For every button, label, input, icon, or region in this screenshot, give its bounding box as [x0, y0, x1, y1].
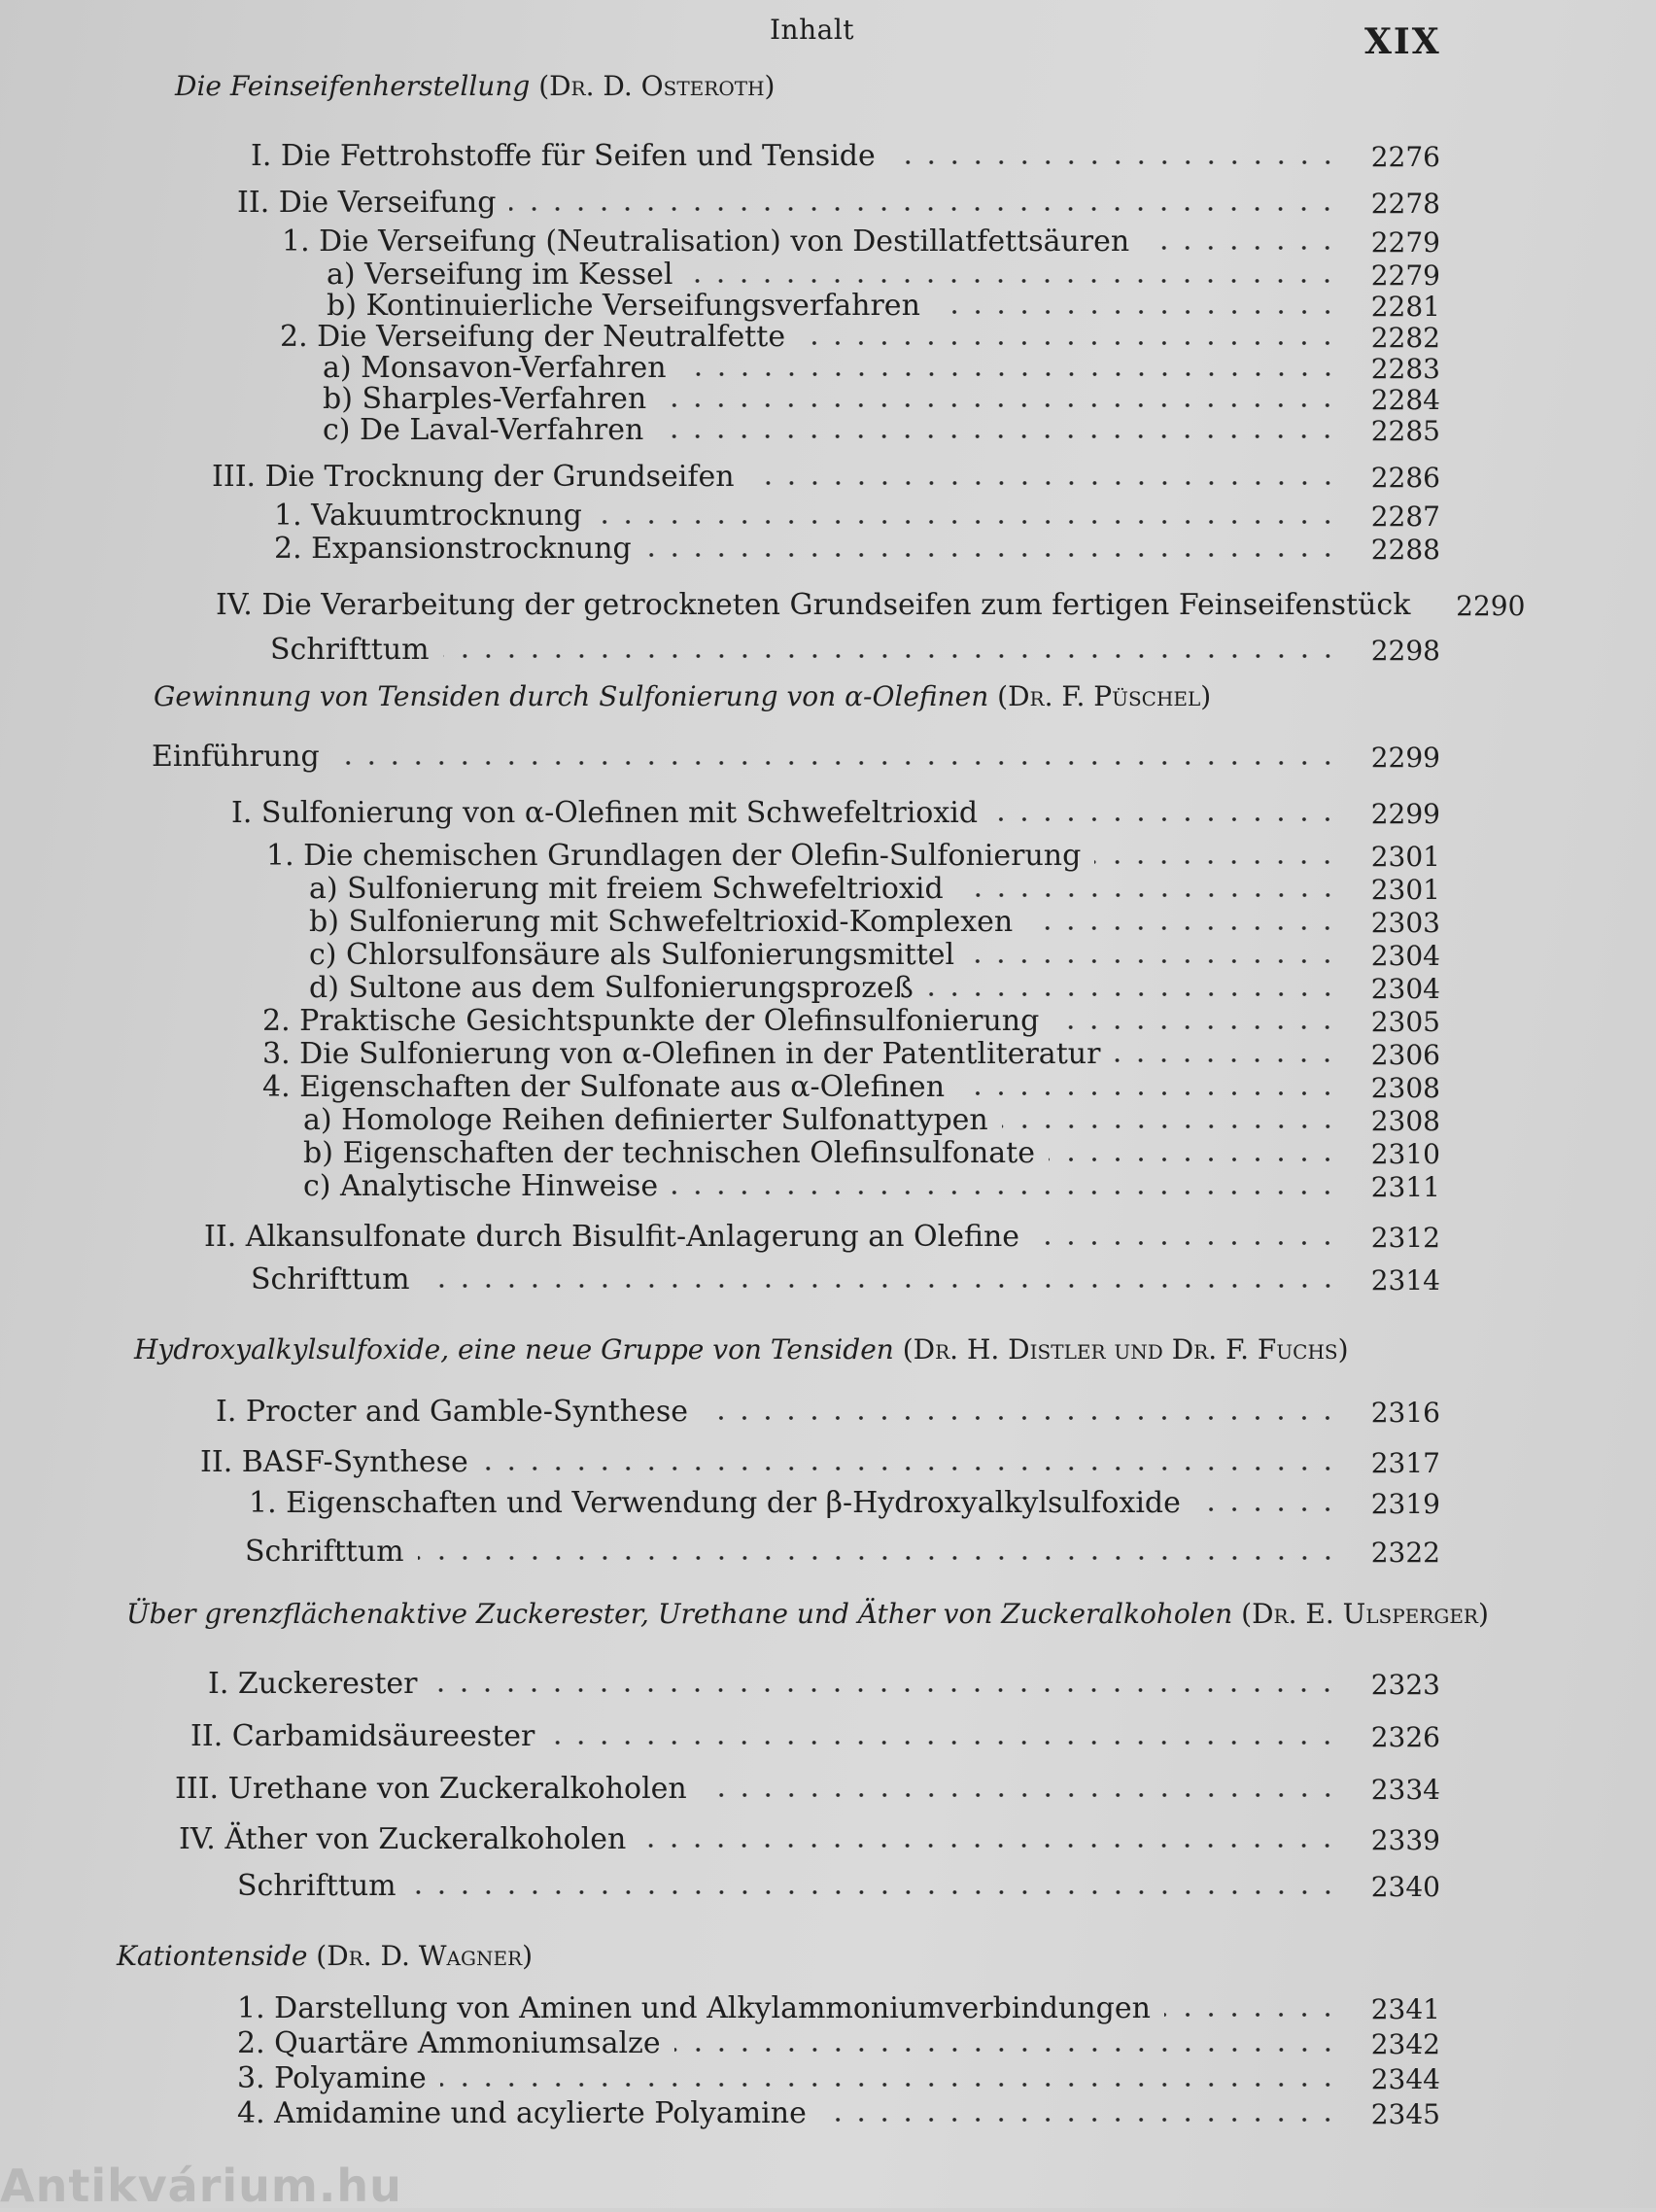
entry-label: 4. Eigenschaften der Sulfonate aus α-Olefinen [262, 1070, 946, 1104]
entry-page: 2279 [1370, 259, 1440, 292]
entry-page: 2282 [1370, 322, 1440, 354]
entry-page: 2286 [1370, 462, 1440, 494]
entry-page: 2303 [1370, 907, 1440, 939]
entry-label: a) Homologe Reihen definierter Sulfonattypen [303, 1103, 988, 1137]
toc-entry [204, 1221, 1440, 1254]
toc-entry [309, 972, 1440, 1005]
leader-dots [1194, 1504, 1339, 1514]
entry-page: 2316 [1370, 1397, 1440, 1429]
section-title [126, 1598, 1489, 1630]
entry-label: 1. Vakuumtrocknung [274, 499, 582, 533]
section-title [117, 1940, 533, 1972]
entry-label: c) Chlorsulfonsäure als Sulfonierungsmittel [309, 938, 955, 972]
entry-page: 2340 [1370, 1871, 1440, 1903]
section-title [154, 680, 1211, 712]
toc-entry [179, 1823, 1440, 1856]
watermark: Antikvárium.hu [0, 2160, 402, 2212]
toc-entry [323, 414, 1440, 447]
entry-page: 2278 [1370, 188, 1440, 220]
leader-dots [1052, 1022, 1339, 1032]
entry-label: d) Sultone aus dem Sulfonierungsprozeß [309, 971, 914, 1005]
section-title-italic: Hydroxyalkylsulfoxide, eine neue Gruppe von Tensiden [134, 1333, 894, 1365]
entry-page: 2314 [1370, 1264, 1440, 1296]
leader-dots [991, 814, 1339, 824]
entry-page: 2279 [1370, 226, 1440, 259]
entry-page: 2299 [1370, 798, 1440, 830]
leader-dots [1094, 857, 1339, 867]
entry-label: 2. Die Verseifung der Neutralfette [280, 320, 786, 354]
entry-page: 2308 [1370, 1072, 1440, 1104]
toc-entry [190, 1720, 1440, 1753]
entry-page: 2285 [1370, 415, 1440, 447]
entry-page: 2290 [1456, 590, 1526, 622]
entry-page: 2283 [1370, 353, 1440, 385]
entry-label: IV. Äther von Zuckeralkoholen [179, 1822, 627, 1856]
toc-entry [262, 1038, 1440, 1071]
entry-label: IV. Die Verarbeitung der getrockneten Grundseifen zum fertigen Feinseifenstück [216, 588, 1411, 622]
toc-entry [152, 741, 1440, 774]
page-number-roman: XIX [1364, 21, 1441, 62]
entry-label: II. Carbamidsäureester [190, 1719, 535, 1753]
leader-dots [333, 758, 1339, 768]
entry-label: 2. Quartäre Ammoniumsalze [237, 2026, 661, 2060]
toc-entry [327, 290, 1440, 323]
entry-label: b) Kontinuierliche Verseifungsverfahren [327, 289, 920, 323]
toc-entry [251, 1263, 1440, 1296]
entry-page: 2342 [1370, 2028, 1440, 2060]
leader-dots [431, 1685, 1339, 1695]
leader-dots [424, 1281, 1339, 1291]
section-authors: (Dr. H. Distler und Dr. F. Fuchs) [902, 1333, 1349, 1365]
entry-label: 2. Praktische Gesichtspunkte der Olefinsulfonierung [262, 1004, 1040, 1038]
toc-entry [327, 259, 1440, 292]
entry-label: II. Alkansulfonate durch Bisulfit-Anlagerung an Olefine [204, 1220, 1020, 1254]
entry-label: I. Procter and Gamble-Synthese [216, 1395, 689, 1429]
entry-page: 2319 [1370, 1488, 1440, 1520]
leader-dots [596, 517, 1339, 527]
leader-dots [672, 1188, 1339, 1197]
toc-entry [274, 500, 1440, 533]
leader-dots [1033, 1238, 1339, 1248]
leader-dots [482, 1464, 1339, 1473]
entry-page: 2311 [1370, 1171, 1440, 1203]
toc-entry [175, 1773, 1440, 1806]
entry-label: 4. Amidamine und acylierte Polyamine [237, 2096, 807, 2130]
entry-label: 1. Eigenschaften und Verwendung der β-Hydroxyalkylsulfoxide [249, 1486, 1181, 1520]
leader-dots [686, 276, 1339, 286]
section-title-italic: Die Feinseifenherstellung [175, 70, 531, 102]
entry-label: c) Analytische Hinweise [303, 1169, 659, 1203]
toc-entry [266, 840, 1440, 873]
entry-page: 2341 [1370, 1993, 1440, 2025]
leader-dots [660, 400, 1339, 410]
toc-entry [309, 873, 1440, 906]
section-authors: (Dr. F. Püschel) [997, 680, 1212, 712]
entry-label: 1. Darstellung von Aminen und Alkylammoniumverbindungen [237, 1991, 1151, 2025]
leader-dots [820, 2115, 1339, 2125]
leader-dots [1114, 1055, 1339, 1065]
section-title-italic: Gewinnung von Tensiden durch Sulfonierung von α-Olefinen [154, 680, 989, 712]
entry-page: 2281 [1370, 291, 1440, 323]
entry-label: Schrifttum [270, 633, 430, 667]
toc-entry [200, 1446, 1440, 1479]
entry-label: Schrifttum [237, 1869, 397, 1903]
entry-label: a) Verseifung im Kessel [327, 258, 673, 292]
entry-page: 2326 [1370, 1721, 1440, 1753]
entry-label: I. Sulfonierung von α-Olefinen mit Schwefeltrioxid [231, 796, 979, 830]
toc-entry [237, 2062, 1440, 2095]
leader-dots [958, 1089, 1339, 1098]
entry-label: a) Sulfonierung mit freiem Schwefeltrioxid [309, 872, 944, 906]
toc-entry [237, 2097, 1440, 2130]
running-header: Inhalt [770, 14, 855, 46]
toc-entry [262, 1005, 1440, 1038]
toc-entry [212, 461, 1440, 494]
leader-dots [934, 307, 1339, 317]
toc-entry [262, 1071, 1440, 1104]
entry-label: 3. Die Sulfonierung von α-Olefinen in der Patentliteratur [262, 1037, 1101, 1071]
leader-dots [1164, 2010, 1339, 2020]
entry-label: b) Eigenschaften der technischen Olefinsulfonate [303, 1136, 1035, 1170]
entry-page: 2288 [1370, 534, 1440, 566]
entry-page: 2287 [1370, 501, 1440, 533]
toc-entry [216, 588, 1526, 622]
toc-entry [208, 1668, 1440, 1701]
entry-page: 2322 [1370, 1537, 1440, 1569]
leader-dots [509, 204, 1339, 214]
leader-dots [1026, 923, 1339, 933]
toc-entry [280, 321, 1440, 354]
entry-label: II. Die Verseifung [237, 186, 497, 220]
entry-label: III. Urethane von Zuckeralkoholen [175, 1772, 687, 1806]
toc-entry [309, 939, 1440, 972]
entry-page: 2334 [1370, 1774, 1440, 1806]
toc-entry [216, 1396, 1440, 1429]
toc-entry [251, 140, 1440, 173]
section-title-italic: Kationtenside [117, 1940, 308, 1972]
toc-entry [237, 2027, 1440, 2060]
entry-page: 2317 [1370, 1447, 1440, 1479]
entry-page: 2304 [1370, 973, 1440, 1005]
entry-label: I. Zuckerester [208, 1667, 418, 1701]
toc-entry [270, 634, 1440, 667]
entry-label: Schrifttum [251, 1262, 410, 1296]
toc-entry [237, 187, 1440, 220]
leader-dots [674, 2045, 1339, 2055]
leader-dots [702, 1413, 1339, 1423]
entry-label: III. Die Trocknung der Grundseifen [212, 460, 735, 494]
entry-label: I. Die Fettrohstoffe für Seifen und Tenside [251, 139, 876, 173]
entry-page: 2298 [1370, 635, 1440, 667]
entry-label: c) De Laval-Verfahren [323, 413, 644, 447]
toc-entry [237, 1992, 1440, 2025]
leader-dots [748, 478, 1339, 488]
leader-dots [443, 651, 1339, 661]
entry-label: b) Sulfonierung mit Schwefeltrioxid-Komplexen [309, 905, 1014, 939]
entry-label: Einführung [152, 740, 320, 774]
toc-entry [245, 1536, 1440, 1569]
section-authors: (Dr. D. Osteroth) [538, 70, 776, 102]
leader-dots [799, 338, 1339, 348]
entry-label: 3. Polyamine [237, 2061, 427, 2095]
entry-label: 1. Die chemischen Grundlagen der Olefin-Sulfonierung [266, 839, 1082, 873]
entry-page: 2310 [1370, 1138, 1440, 1170]
section-authors: (Dr. E. Ulsperger) [1241, 1598, 1489, 1630]
toc-entry [303, 1104, 1440, 1137]
leader-dots [639, 1841, 1339, 1850]
entry-page: 2308 [1370, 1105, 1440, 1137]
leader-dots [701, 1790, 1339, 1800]
leader-dots [957, 890, 1339, 900]
leader-dots [1002, 1122, 1339, 1131]
leader-dots [968, 956, 1339, 966]
entry-page: 2284 [1370, 384, 1440, 416]
entry-label: II. BASF-Synthese [200, 1445, 468, 1479]
leader-dots [927, 989, 1339, 999]
section-title [175, 70, 775, 102]
toc-entry [274, 533, 1440, 566]
toc-entry [237, 1870, 1440, 1903]
leader-dots [657, 432, 1339, 441]
entry-page: 2306 [1370, 1039, 1440, 1071]
toc-entry [231, 797, 1440, 830]
entry-page: 2301 [1370, 874, 1440, 906]
leader-dots [1049, 1155, 1339, 1164]
entry-page: 2305 [1370, 1006, 1440, 1038]
leader-dots [889, 157, 1339, 167]
toc-entry [303, 1137, 1440, 1170]
toc-entry [323, 352, 1440, 385]
entry-label: 2. Expansionstrocknung [274, 532, 632, 566]
entry-label: 1. Die Verseifung (Neutralisation) von Destillatfettsäuren [282, 225, 1130, 259]
entry-page: 2276 [1370, 141, 1440, 173]
entry-label: a) Monsavon-Verfahren [323, 351, 667, 385]
toc-entry [282, 225, 1440, 259]
entry-page: 2299 [1370, 742, 1440, 774]
entry-page: 2323 [1370, 1669, 1440, 1701]
leader-dots [680, 369, 1339, 379]
entry-page: 2312 [1370, 1222, 1440, 1254]
section-title-italic: Über grenzflächenaktive Zuckerester, Urethane und Äther von Zuckeralkoholen [126, 1598, 1233, 1630]
entry-label: Schrifttum [245, 1535, 404, 1569]
entry-page: 2301 [1370, 841, 1440, 873]
entry-page: 2345 [1370, 2098, 1440, 2130]
leader-dots [1143, 243, 1339, 253]
section-title [134, 1333, 1349, 1365]
entry-page: 2339 [1370, 1824, 1440, 1856]
leader-dots [410, 1887, 1339, 1897]
leader-dots [418, 1553, 1339, 1563]
toc-entry [323, 383, 1440, 416]
leader-dots [440, 2080, 1339, 2090]
section-authors: (Dr. D. Wagner) [316, 1940, 534, 1972]
toc-entry [309, 906, 1440, 939]
entry-label: b) Sharples-Verfahren [323, 382, 647, 416]
entry-page: 2304 [1370, 940, 1440, 972]
leader-dots [645, 550, 1339, 560]
leader-dots [548, 1738, 1339, 1747]
toc-entry [249, 1487, 1440, 1520]
toc-entry [303, 1170, 1440, 1203]
entry-page: 2344 [1370, 2063, 1440, 2095]
